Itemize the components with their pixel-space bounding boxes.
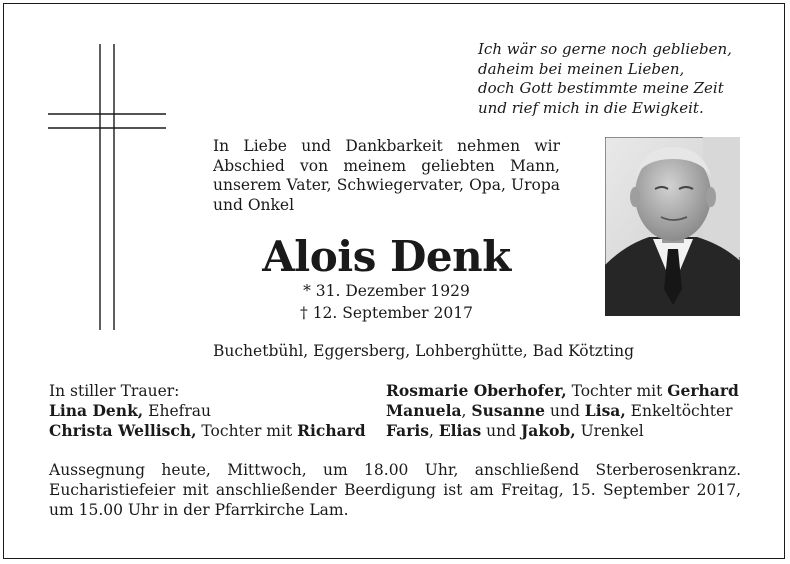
places-line: Buchetbühl, Eggersberg, Lohberghütte, Bad Kötzting xyxy=(213,342,635,360)
mourner-relation: Tochter mit xyxy=(566,382,668,400)
mourner-entry xyxy=(49,421,366,441)
separator: und xyxy=(481,422,521,440)
separator: , xyxy=(428,422,439,440)
mourner-name: Jakob, xyxy=(520,421,576,440)
mourner-relation: Enkeltöchter xyxy=(625,402,733,420)
mourners-right xyxy=(386,381,739,441)
separator: , xyxy=(461,402,472,420)
mourner-entry xyxy=(386,401,739,421)
poem-line: Ich wär so gerne noch geblieben, xyxy=(478,40,732,58)
mourner-partner: Gerhard xyxy=(667,381,739,400)
mourner-relation: Urenkel xyxy=(575,422,644,440)
poem xyxy=(478,40,768,118)
mourner-name: Lisa, xyxy=(584,401,626,420)
mourner-relation: Ehefrau xyxy=(143,402,211,420)
death-date: † 12. September 2017 xyxy=(300,304,473,322)
service-info: Aussegnung heute, Mittwoch, um 18.00 Uhr, anschließend Sterberosenkranz. Eucharistiefeier mit anschließender Beerdigung ist am Freitag, 15. September 2017, um 15.00 Uhr in der Pfarrkirche Lam. xyxy=(49,461,741,519)
mourner-relation: Tochter mit xyxy=(196,422,298,440)
poem-line: und rief mich in die Ewigkeit. xyxy=(478,98,704,117)
life-dates xyxy=(213,280,560,324)
poem-line: daheim bei meinen Lieben, xyxy=(478,59,685,78)
intro-text: In Liebe und Dankbarkeit nehmen wir Abschied von meinem geliebten Mann, unserem Vater, Schwiegervater, Opa, Uropa und Onkel xyxy=(213,137,560,214)
portrait-photo xyxy=(605,137,740,316)
mourner-name: Elias xyxy=(438,421,482,440)
mourner-partner: Richard xyxy=(297,421,366,440)
mourner-name: Susanne xyxy=(471,401,546,420)
mourner-entry xyxy=(386,381,739,401)
mourner-name: Rosmarie Oberhofer, xyxy=(386,381,567,400)
birth-date: * 31. Dezember 1929 xyxy=(303,282,470,300)
mourners-left xyxy=(49,381,366,441)
cross-icon xyxy=(48,44,166,330)
mourner-name: Lina Denk, xyxy=(49,401,144,420)
mourner-entry xyxy=(386,421,739,441)
poem-line: doch Gott bestimmte meine Zeit xyxy=(478,79,724,97)
mourner-entry xyxy=(49,401,366,421)
mourner-name: Manuela xyxy=(386,401,462,420)
deceased-name: Alois Denk xyxy=(262,232,511,281)
mourner-name: Christa Wellisch, xyxy=(49,421,197,440)
separator: und xyxy=(545,402,585,420)
mourner-name: Faris xyxy=(386,421,429,440)
mourners-heading: In stiller Trauer: xyxy=(49,382,180,400)
